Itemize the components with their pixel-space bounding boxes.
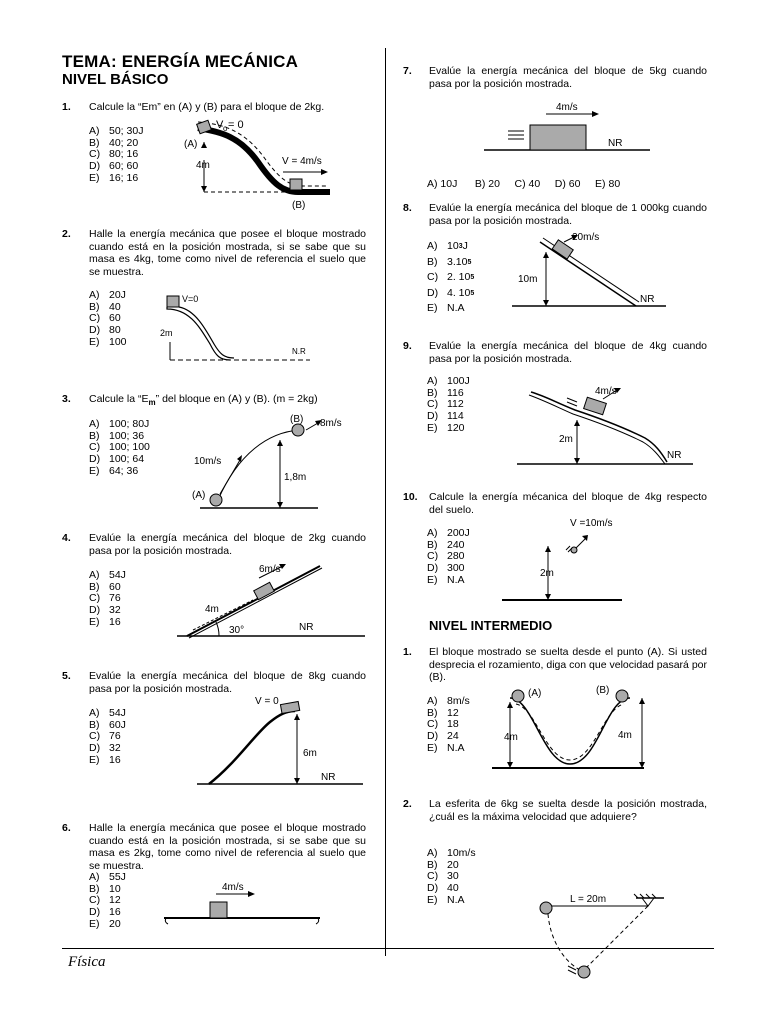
question-number: 8. <box>403 202 412 214</box>
label-angle: 30° <box>229 625 245 636</box>
option-c: C) 18 <box>427 718 459 731</box>
answer-options-inline: A) 10J B) 20 C) 40 D) 60 E) 80 <box>427 178 621 190</box>
option-a: A) 50; 30J <box>89 125 144 137</box>
column-divider <box>385 48 386 956</box>
label-nr: NR <box>321 772 336 783</box>
label-h: 1,8m <box>284 472 307 483</box>
label-v0-sub: o <box>223 124 228 133</box>
answer-options <box>89 126 143 185</box>
label-v: V = 0 <box>255 696 279 707</box>
label-v0-eq: = 0 <box>228 119 244 131</box>
option-d: D) 24 <box>427 730 459 743</box>
option-b: B) 10 <box>89 882 121 895</box>
option-e: E) 20 <box>89 917 121 930</box>
question-text: Evalúe la energía mecánica del bloque de 5kg cuando pasa por la posición mostrada. <box>429 65 707 90</box>
option-b: B) 12 <box>427 706 459 719</box>
figure-q9 <box>515 382 695 472</box>
question-text: Calcule la energía mécanica del bloque de 4kg respecto del suelo. <box>429 491 707 516</box>
option-e: E) N.A <box>427 741 465 754</box>
option-c: C) 80; 16 <box>89 148 139 161</box>
option-d: D) 32 <box>89 604 121 617</box>
question-text: Evalúe la energía mecánica del bloque de 4kg cuando pasa por la posición mostrada. <box>429 340 707 365</box>
label-h: 2m <box>559 434 573 445</box>
label-nr: NR <box>640 294 655 305</box>
option-e: E) N.A <box>427 573 465 586</box>
option-e: E) N.A <box>427 302 465 314</box>
ball-start <box>540 902 552 914</box>
label-v: 4m/s <box>556 102 578 113</box>
figure-q10 <box>500 512 650 607</box>
option-d: D) 80 <box>89 324 121 337</box>
figure-q1 <box>178 112 350 212</box>
label-nr: NR <box>299 622 314 633</box>
option-e: E) 120 <box>427 421 465 434</box>
question-number: 10. <box>403 491 418 503</box>
answer-options <box>89 872 126 931</box>
option-a: A) 200J <box>427 527 470 539</box>
label-nr: N.R <box>292 347 306 356</box>
answer-options <box>427 848 476 907</box>
question-number: 4. <box>62 532 71 544</box>
answer-options <box>89 419 150 478</box>
figure-q4 <box>175 558 370 640</box>
label-v: V =10m/s <box>570 518 613 529</box>
figure-q8 <box>510 228 680 312</box>
option-d: D) 300 <box>427 562 465 575</box>
option-e: E) 16 <box>89 753 121 766</box>
option-c: C) 112 <box>427 398 464 411</box>
section-intermediate-heading: NIVEL INTERMEDIO <box>429 618 553 633</box>
block <box>280 701 299 713</box>
figure-q7 <box>480 98 660 158</box>
answer-options <box>427 696 470 755</box>
option-c: C) 76 <box>89 730 121 743</box>
label-b: (B) <box>290 414 304 425</box>
answer-options <box>89 290 127 349</box>
option-c: C) 100; 100 <box>89 441 150 454</box>
question-text: Evalúe la energía mecánica del bloque de 1 000kg cuando pasa por la posición mostrada. <box>429 202 707 227</box>
ball-bottom <box>578 966 590 978</box>
answer-options <box>427 528 470 587</box>
option-b: B) 60J <box>89 718 126 731</box>
question-text: Calcule la “Em” en (A) y (B) para el bloque de 2kg. <box>89 101 325 113</box>
option-e: E) 16; 16 <box>89 171 139 184</box>
option-e: E) 64; 36 <box>89 464 139 477</box>
label-v0: V <box>216 119 224 131</box>
option-b: B) 20 <box>427 858 459 871</box>
label-h: 2m <box>540 568 554 579</box>
answer-options <box>427 239 474 317</box>
option-c: C) 280 <box>427 550 465 563</box>
question-text: Halle la energía mecánica que posee el bloque mostrado cuando está en la posición mostrada, si se sabe que su masa es 2kg, tome como nivel de referencia al suelo que se muestra. <box>89 822 366 872</box>
option-a: A) 100; 80J <box>89 418 150 430</box>
option-e: E) N.A <box>427 893 465 906</box>
label-nr: NR <box>608 138 623 149</box>
question-text: El bloque mostrado se suelta desde el punto (A). Si usted desprecia el rozamiento, diga con que velocidad pasará por (B). <box>429 646 707 683</box>
label-v: V = 4m/s <box>282 156 322 167</box>
ball-b <box>616 690 628 702</box>
option-b: B) 60 <box>89 580 121 593</box>
option-d: D) 16 <box>89 906 121 919</box>
label-v: 6m/s <box>259 564 281 575</box>
option-b: B) 40 <box>89 300 121 313</box>
label-h: 6m <box>303 748 317 759</box>
option-a: A) 8m/s <box>427 695 470 707</box>
block <box>530 125 586 150</box>
question-text: Evalúe la energía mecánica del bloque de 2kg cuando pasa por la posición mostrada. <box>89 532 366 557</box>
label-h: 4m <box>196 160 210 171</box>
question-number: 1. <box>403 646 412 658</box>
question-number: 1. <box>62 101 71 113</box>
block <box>210 902 227 918</box>
label-l: L = 20m <box>570 894 607 905</box>
option-c: C) 12 <box>89 894 121 907</box>
option-a: A) 20J <box>89 289 126 301</box>
option-d: D) 100; 64 <box>89 453 145 466</box>
figure-q5 <box>195 694 365 794</box>
answer-options <box>89 708 126 767</box>
option-b: B) 3.10 5 <box>427 255 472 268</box>
question-number: 5. <box>62 670 71 682</box>
option-a: A) 10 3 J <box>427 240 468 252</box>
option-d: D) 40 <box>427 882 459 895</box>
figure-q6 <box>160 876 330 926</box>
label-vb: 8m/s <box>320 418 342 429</box>
label-a: (A) <box>192 490 206 501</box>
label-h: 2m <box>160 328 173 338</box>
option-d: D) 60; 60 <box>89 160 139 173</box>
block <box>254 582 275 599</box>
option-b: B) 240 <box>427 538 465 551</box>
label-hb: 4m <box>618 730 632 741</box>
ball-b <box>292 424 304 436</box>
label-a: (A) <box>528 688 542 699</box>
option-a: A) 54J <box>89 569 126 581</box>
option-e: E) 16 <box>89 615 121 628</box>
option-c: C) 2. 10 5 <box>427 271 475 283</box>
option-a: A) 10m/s <box>427 847 476 859</box>
ball-a <box>512 690 524 702</box>
label-va: 10m/s <box>194 456 222 467</box>
question-number: 2. <box>403 798 412 810</box>
label-v: 4m/s <box>222 882 244 893</box>
figure-q2 <box>150 288 330 368</box>
label-ha: 4m <box>504 732 518 743</box>
question-text: Evalúe la energía mecánica del bloque de 8kg cuando pasa por la posición mostrada. <box>89 670 366 695</box>
question-number: 7. <box>403 65 412 77</box>
label-h: 10m <box>518 274 538 285</box>
label-v: V=0 <box>182 294 199 304</box>
option-d: D) 32 <box>89 742 121 755</box>
question-text: Calcule la “$E_m$” del bloque en (A) y (B). (m = 2kg) <box>89 393 318 408</box>
option-a: A) 100J <box>427 375 470 387</box>
answer-options <box>89 570 126 629</box>
option-b: B) 40; 20 <box>89 136 139 149</box>
question-text: Halle la energía mecánica que posee el bloque mostrado cuando está en la posición mostrada, si se sabe que su masa es 4kg, tome como nivel de referencia el suelo que se muestra. <box>89 228 366 278</box>
figure-iq1 <box>488 680 658 775</box>
figure-q3 <box>188 414 368 514</box>
label-b: (B) <box>292 200 306 211</box>
section-basic-heading: NIVEL BÁSICO <box>62 71 169 88</box>
block <box>167 296 179 307</box>
ball-a <box>210 494 222 506</box>
option-c: C) 60 <box>89 312 121 325</box>
label-v: 4m/s <box>595 386 617 397</box>
label-nr: NR <box>667 450 682 461</box>
figure-iq2 <box>532 888 672 980</box>
label-b: (B) <box>596 685 610 696</box>
option-b: B) 100; 36 <box>89 429 145 442</box>
question-number: 6. <box>62 822 71 834</box>
option-b: B) 116 <box>427 386 464 399</box>
question-text: La esferita de 6kg se suelta desde la posición mostrada, ¿cuál es la máxima velocidad que adquiere? <box>429 798 707 823</box>
block-b <box>290 179 302 190</box>
question-number: 3. <box>62 393 71 405</box>
label-d: 4m <box>205 604 219 615</box>
label-v: 20m/s <box>572 232 600 243</box>
footer-subject: Física <box>68 954 106 970</box>
answer-options <box>427 376 470 435</box>
option-e: E) 100 <box>89 335 127 348</box>
page-title: TEMA: ENERGÍA MECÁNICA <box>62 52 299 71</box>
option-d: D) 4. 10 5 <box>427 286 475 299</box>
option-c: C) 76 <box>89 592 121 605</box>
label-a: (A) <box>184 139 198 150</box>
block <box>584 397 607 415</box>
question-number: 2. <box>62 228 71 240</box>
option-a: A) 54J <box>89 707 126 719</box>
question-number: 9. <box>403 340 412 352</box>
option-d: D) 114 <box>427 410 464 423</box>
option-a: A) 55J <box>89 871 126 883</box>
option-c: C) 30 <box>427 870 459 883</box>
